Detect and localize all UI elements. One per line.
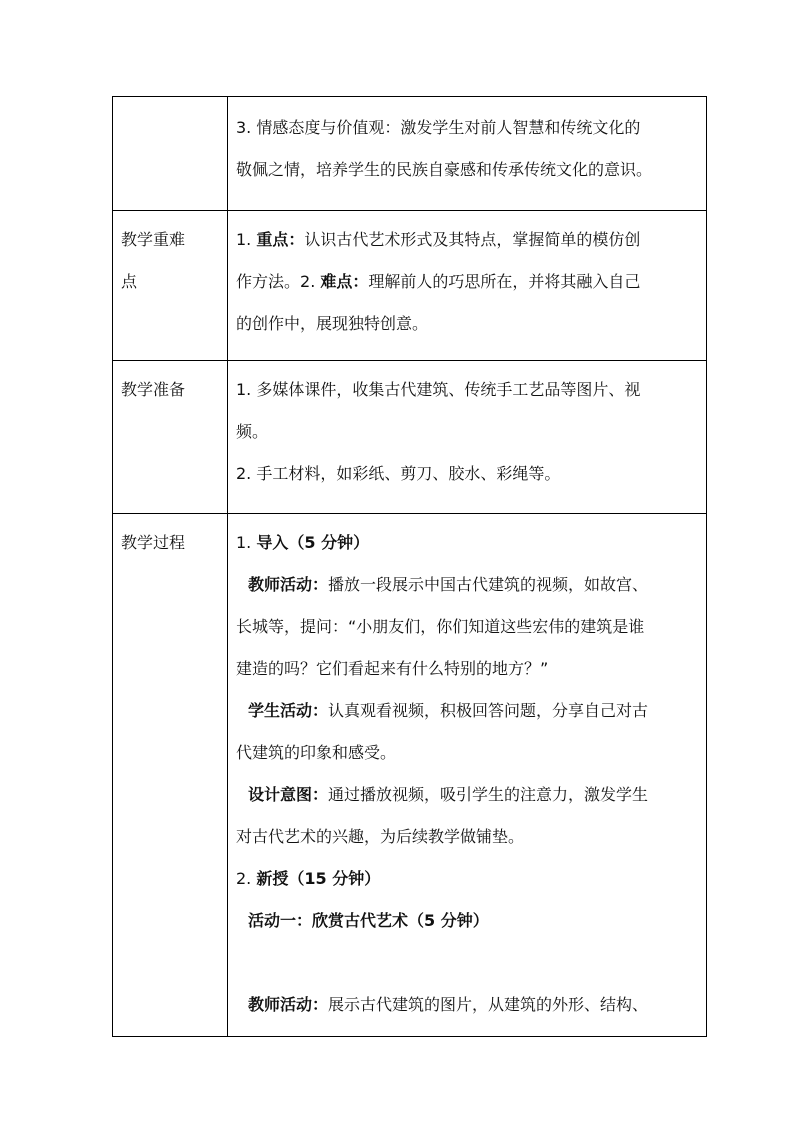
design-intent-text: 通过播放视频，吸引学生的注意力，激发学生: [328, 785, 649, 804]
emotion-goal-cell: [228, 97, 707, 211]
teacher-activity-line: [236, 984, 698, 1026]
preparation-item: 2. 手工材料，如彩纸、剪刀、胶水、彩绳等。: [236, 464, 561, 483]
emotion-goal-line: 3. 情感态度与价值观：激发学生对前人智慧和传统文化的: [236, 118, 641, 137]
design-intent-title: 设计意图：: [248, 785, 329, 804]
preparation-cell: [228, 361, 707, 514]
hard-point-text: 理解前人的巧思所在，并将其融入自己: [368, 272, 641, 291]
student-activity-title: 学生活动：: [248, 701, 329, 720]
key-point-line: [236, 261, 698, 303]
difficulty-cell: [228, 211, 707, 361]
difficulty-label-line: 教学重难: [121, 230, 186, 249]
process-cell: [228, 514, 707, 1037]
lesson-plan-table: [112, 96, 707, 1037]
row-label-empty: [113, 97, 228, 211]
teacher-activity-text: 建造的吗？它们看起来有什么特别的地方？”: [236, 659, 549, 678]
preparation-label: 教学准备: [113, 361, 228, 514]
activity-one-heading: [236, 900, 698, 942]
key-point-line: [236, 219, 698, 261]
teacher-activity-text: 展示古代建筑的图片，从建筑的外形、结构、: [328, 995, 649, 1014]
difficulty-label-line: 点: [121, 272, 138, 291]
teacher-activity-text: 长城等，提问：“小朋友们，你们知道这些宏伟的建筑是谁: [236, 617, 645, 636]
key-point-title: 重点：: [256, 230, 305, 249]
new-lesson-number: 2.: [236, 869, 257, 888]
key-point-text: 作方法。: [236, 272, 301, 291]
teacher-activity-line: [236, 564, 698, 606]
intro-number: 1.: [236, 533, 257, 552]
emotion-goal-line: 敬佩之情，培养学生的民族自豪感和传承传统文化的意识。: [236, 160, 653, 179]
key-point-number: 1.: [236, 230, 257, 249]
table-row: [113, 211, 707, 361]
teacher-activity-text: 播放一段展示中国古代建筑的视频，如故宫、: [328, 575, 649, 594]
hard-point-number: 2.: [300, 272, 321, 291]
new-lesson-heading: [236, 858, 698, 900]
table-row: [113, 97, 707, 211]
hard-point-text: 的创作中，展现独特创意。: [236, 314, 429, 333]
preparation-item: 1. 多媒体课件，收集古代建筑、传统手工艺品等图片、视: [236, 380, 641, 399]
student-activity-line: [236, 690, 698, 732]
design-intent-line: [236, 774, 698, 816]
intro-title: 导入（5 分钟）: [256, 533, 370, 552]
table-row: [113, 514, 707, 1037]
difficulty-label: [113, 211, 228, 361]
preparation-item: 频。: [236, 422, 269, 441]
hard-point-title: 难点：: [320, 272, 369, 291]
key-point-text: 认识古代艺术形式及其特点，掌握简单的模仿创: [304, 230, 641, 249]
activity-one-title: 活动一：欣赏古代艺术（5 分钟）: [248, 911, 489, 930]
table-row: [113, 361, 707, 514]
process-label: 教学过程: [113, 514, 228, 1037]
student-activity-text: 代建筑的印象和感受。: [236, 743, 397, 762]
student-activity-text: 认真观看视频，积极回答问题，分享自己对古: [328, 701, 649, 720]
design-intent-text: 对古代艺术的兴趣，为后续教学做铺垫。: [236, 827, 525, 846]
blank-space: [236, 942, 698, 984]
teacher-activity-title: 教师活动：: [248, 575, 329, 594]
teacher-activity-title: 教师活动：: [248, 995, 329, 1014]
intro-heading: [236, 522, 698, 564]
new-lesson-title: 新授（15 分钟）: [256, 869, 381, 888]
